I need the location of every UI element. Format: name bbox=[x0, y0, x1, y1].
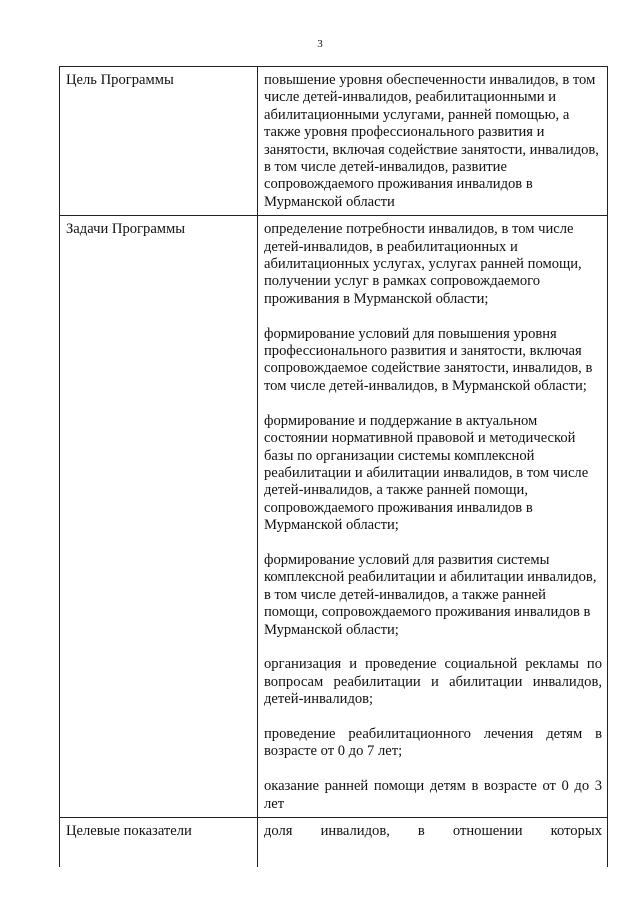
program-passport-table bbox=[59, 66, 608, 867]
row-label-goal: Цель Программы bbox=[60, 67, 258, 216]
row-label-tasks: Задачи Программы bbox=[60, 216, 258, 818]
task-item: организация и проведение социальной рекламы по вопросам реабилитации и абилитации инвалидов, детей-инвалидов; bbox=[264, 656, 602, 708]
page-number: 3 bbox=[317, 38, 323, 50]
row-value-tasks bbox=[258, 216, 608, 818]
table-row bbox=[60, 817, 608, 867]
task-item: проведение реабилитационного лечения детям в возрасте от 0 до 7 лет; bbox=[264, 725, 602, 760]
row-label-indicators: Целевые показатели bbox=[60, 817, 258, 867]
row-value-goal bbox=[258, 67, 608, 216]
task-item: определение потребности инвалидов, в том числе детей-инвалидов, в реабилитационных и абилитационных услугах, услугах ранней помощи, получении услуг в рамках сопровождаемого проживания в Мурманской области; bbox=[264, 221, 582, 307]
task-item: оказание ранней помощи детям в возрасте от 0 до 3 лет bbox=[264, 778, 602, 812]
task-item: формирование условий для повышения уровня профессионального развития и занятости, включая сопровождаемое содействие занятости, инвалидов, в том числе детей-инвалидов, в Мурманской области; bbox=[264, 325, 593, 394]
table-row bbox=[60, 216, 608, 818]
goal-text: повышение уровня обеспеченности инвалидов, в том числе детей-инвалидов, реабилитационными и абилитационными услугами, ранней помощью, а также уровня профессионального развития и занятости, включая содействие занятости, инвалидов, в том числе детей-инвалидов, развитие сопровождаемого проживания инвалидов в Мурманской области bbox=[264, 72, 599, 210]
task-item: формирование условий для развития системы комплексной реабилитации и абилитации инвалидов, в том числе детей-инвалидов, а также ранней помощи, сопровождаемого проживания инвалидов в Мурманской области; bbox=[264, 551, 597, 638]
indicator-text: доля инвалидов, в отношении которых bbox=[264, 822, 602, 839]
row-value-indicators bbox=[258, 817, 608, 867]
table-row bbox=[60, 67, 608, 216]
task-item: формирование и поддержание в актуальном состоянии нормативной правовой и методической базы по организации системы комплексной реабилитации и абилитации инвалидов, в том числе детей-инвалидов, а также ранней помощи, сопровождаемого проживания инвалидов в Мурманской области; bbox=[264, 412, 589, 534]
